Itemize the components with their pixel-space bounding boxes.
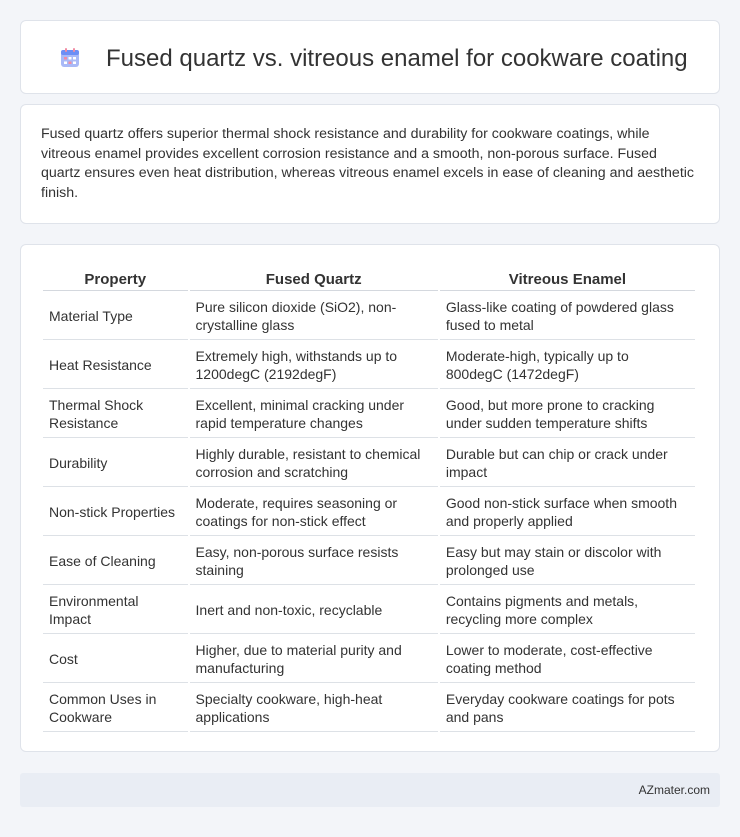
vitreous-enamel-cell: Easy but may stain or discolor with prolonged use <box>440 538 695 585</box>
vitreous-enamel-cell: Contains pigments and metals, recycling more complex <box>440 587 695 634</box>
table-row <box>43 685 695 732</box>
table-row <box>43 391 695 438</box>
comparison-table-card <box>20 244 720 752</box>
fused-quartz-cell: Pure silicon dioxide (SiO2), non-crystalline glass <box>190 293 438 340</box>
table-row <box>43 342 695 389</box>
table-row <box>43 587 695 634</box>
fused-quartz-cell: Inert and non-toxic, recyclable <box>190 587 438 634</box>
title-card <box>20 20 720 94</box>
table-row <box>43 293 695 340</box>
footer-site-link[interactable]: AZmater.com <box>638 783 710 797</box>
vitreous-enamel-cell: Lower to moderate, cost-effective coating method <box>440 636 695 683</box>
fused-quartz-cell: Moderate, requires seasoning or coatings for non-stick effect <box>190 489 438 536</box>
vitreous-enamel-cell: Durable but can chip or crack under impact <box>440 440 695 487</box>
summary-text: Fused quartz offers superior thermal shock resistance and durability for cookware coatings, while vitreous enamel provides excellent corrosion resistance and a smooth, non-porous surface. Fused quartz ensures even heat distribution, whereas vitreous enamel excels in ease of cleaning and aesthetic finish. <box>41 126 695 201</box>
page-title: Fused quartz vs. vitreous enamel for cookware coating <box>106 45 688 72</box>
table-row <box>43 538 695 585</box>
table-header-row <box>43 267 695 291</box>
calendar-icon <box>59 47 81 69</box>
summary-card <box>20 104 720 224</box>
vitreous-enamel-cell: Everyday cookware coatings for pots and pans <box>440 685 695 732</box>
property-cell: Heat Resistance <box>43 342 188 389</box>
footer-bar <box>20 773 720 807</box>
fused-quartz-cell: Higher, due to material purity and manufacturing <box>190 636 438 683</box>
vitreous-enamel-cell: Moderate-high, typically up to 800degC (1472degF) <box>440 342 695 389</box>
table-row <box>43 489 695 536</box>
header-fused-quartz: Fused Quartz <box>190 267 438 291</box>
property-cell: Cost <box>43 636 188 683</box>
fused-quartz-cell: Easy, non-porous surface resists staining <box>190 538 438 585</box>
fused-quartz-cell: Highly durable, resistant to chemical corrosion and scratching <box>190 440 438 487</box>
fused-quartz-cell: Excellent, minimal cracking under rapid temperature changes <box>190 391 438 438</box>
header-property: Property <box>43 267 188 291</box>
property-cell: Thermal Shock Resistance <box>43 391 188 438</box>
vitreous-enamel-cell: Good non-stick surface when smooth and properly applied <box>440 489 695 536</box>
comparison-table <box>41 265 697 734</box>
property-cell: Ease of Cleaning <box>43 538 188 585</box>
property-cell: Environmental Impact <box>43 587 188 634</box>
property-cell: Common Uses in Cookware <box>43 685 188 732</box>
table-row <box>43 440 695 487</box>
property-cell: Material Type <box>43 293 188 340</box>
property-cell: Non-stick Properties <box>43 489 188 536</box>
table-row <box>43 636 695 683</box>
fused-quartz-cell: Specialty cookware, high-heat applications <box>190 685 438 732</box>
property-cell: Durability <box>43 440 188 487</box>
header-vitreous-enamel: Vitreous Enamel <box>440 267 695 291</box>
vitreous-enamel-cell: Glass-like coating of powdered glass fused to metal <box>440 293 695 340</box>
vitreous-enamel-cell: Good, but more prone to cracking under sudden temperature shifts <box>440 391 695 438</box>
fused-quartz-cell: Extremely high, withstands up to 1200degC (2192degF) <box>190 342 438 389</box>
